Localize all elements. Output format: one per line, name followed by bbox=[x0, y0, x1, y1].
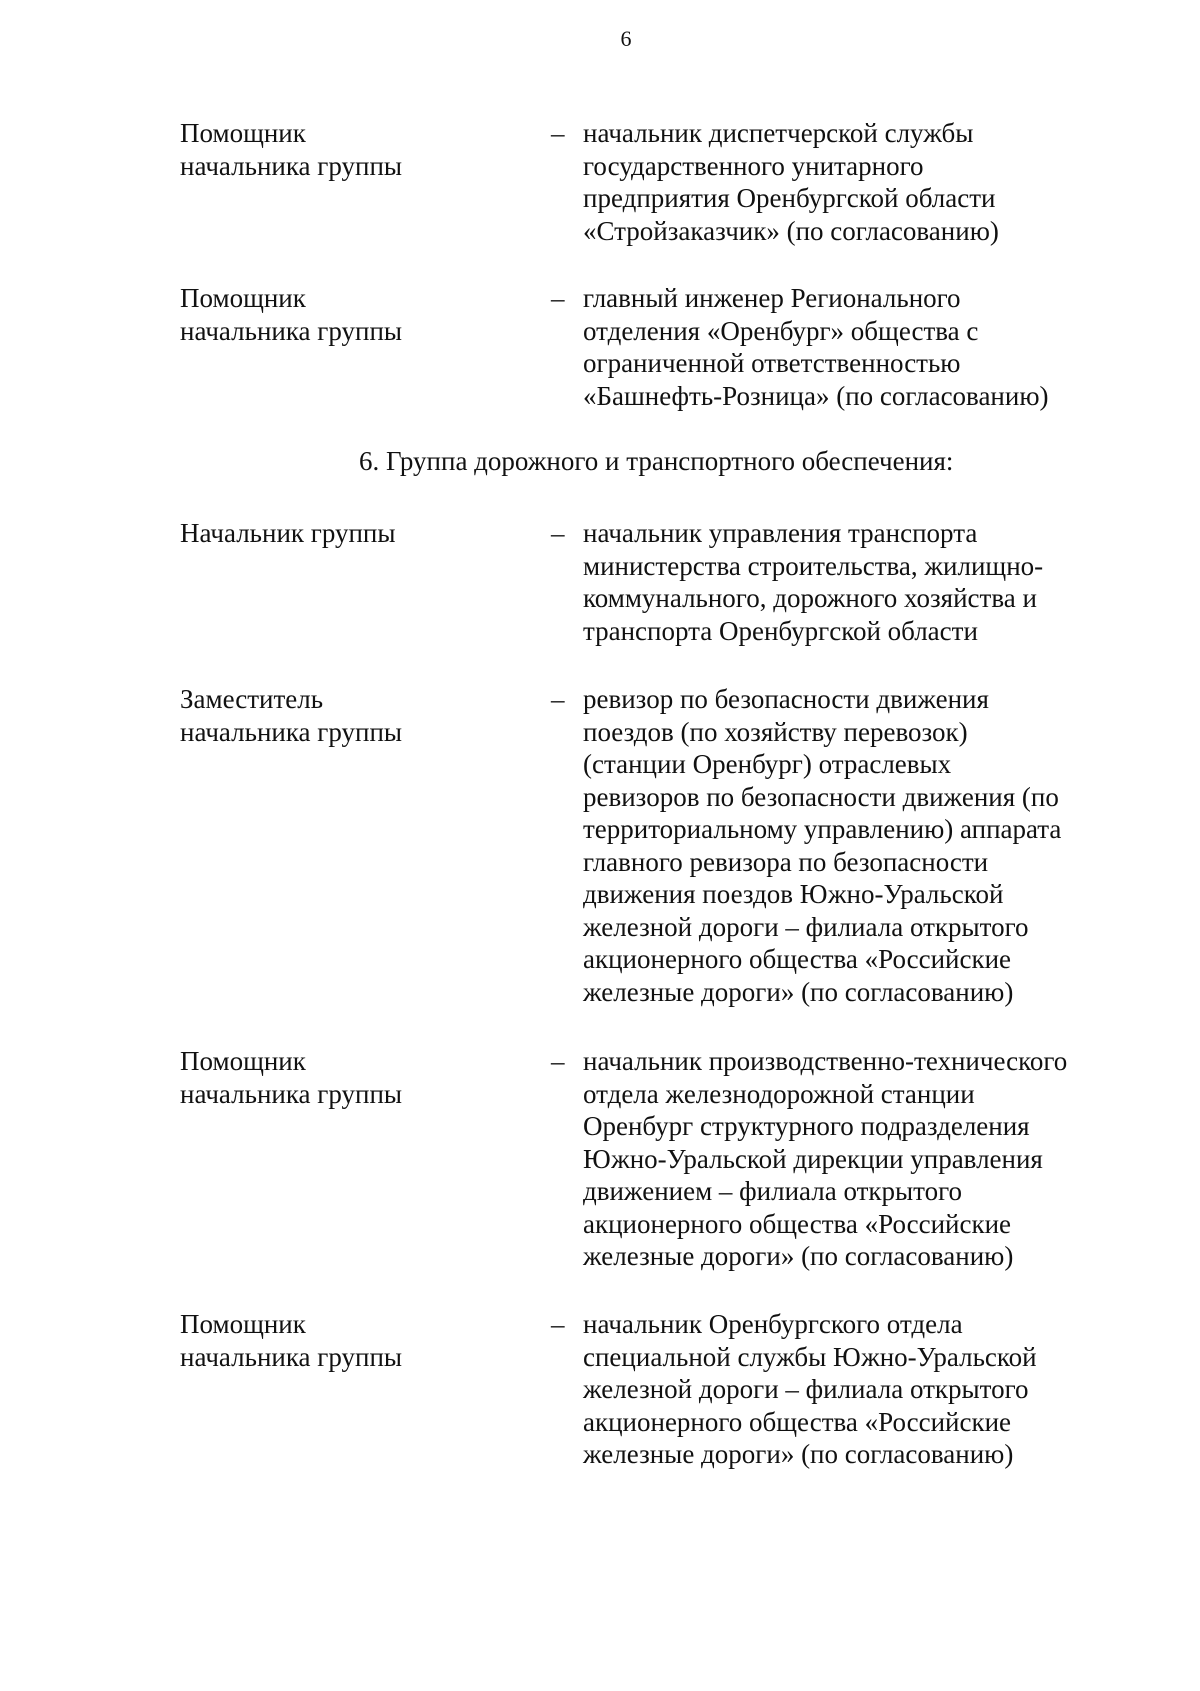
role-title: Помощник начальника группы bbox=[180, 1309, 403, 1372]
section-heading: 6. Группа дорожного и транспортного обеспечения: bbox=[359, 446, 954, 476]
dash-separator: – bbox=[551, 1046, 565, 1076]
role-description: главный инженер Регионального отделения «Оренбург» общества с ограниченной ответственностью «Башнефть-Розница» (по согласованию) bbox=[583, 283, 1049, 411]
dash-separator: – bbox=[551, 118, 565, 148]
dash-separator: – bbox=[551, 518, 565, 548]
role-description: начальник производственно-технического отдела железнодорожной станции Оренбург структурного подразделения Южно-Уральской дирекции управления движением – филиала открытого акционерного общества «Российские железные дороги» (по согласованию) bbox=[583, 1046, 1068, 1271]
role-description: начальник диспетчерской службы государственного унитарного предприятия Оренбургской области «Стройзаказчик» (по согласованию) bbox=[583, 118, 999, 246]
role-title: Заместитель начальника группы bbox=[180, 684, 403, 747]
role-title: Помощник начальника группы bbox=[180, 283, 403, 346]
role-title: Помощник начальника группы bbox=[180, 118, 403, 181]
role-description: начальник Оренбургского отдела специальной службы Южно-Уральской железной дороги – филиала открытого акционерного общества «Российские железные дороги» (по согласованию) bbox=[583, 1309, 1037, 1469]
dash-separator: – bbox=[551, 684, 565, 714]
role-description: ревизор по безопасности движения поездов (по хозяйству перевозок) (станции Оренбург) отраслевых ревизоров по безопасности движения (по территориальному управлению) аппарата главного ревизора по безопасности движения поездов Южно-Уральской железной дороги – филиала открытого акционерного общества «Российские железные дороги» (по согласованию) bbox=[583, 684, 1062, 1007]
dash-separator: – bbox=[551, 283, 565, 313]
dash-separator: – bbox=[551, 1309, 565, 1339]
role-title: Помощник начальника группы bbox=[180, 1046, 403, 1109]
role-description: начальник управления транспорта министерства строительства, жилищно- коммунального, дорожного хозяйства и транспорта Оренбургской области bbox=[583, 518, 1044, 646]
role-title: Начальник группы bbox=[180, 518, 396, 548]
page-number: 6 bbox=[620, 26, 632, 51]
